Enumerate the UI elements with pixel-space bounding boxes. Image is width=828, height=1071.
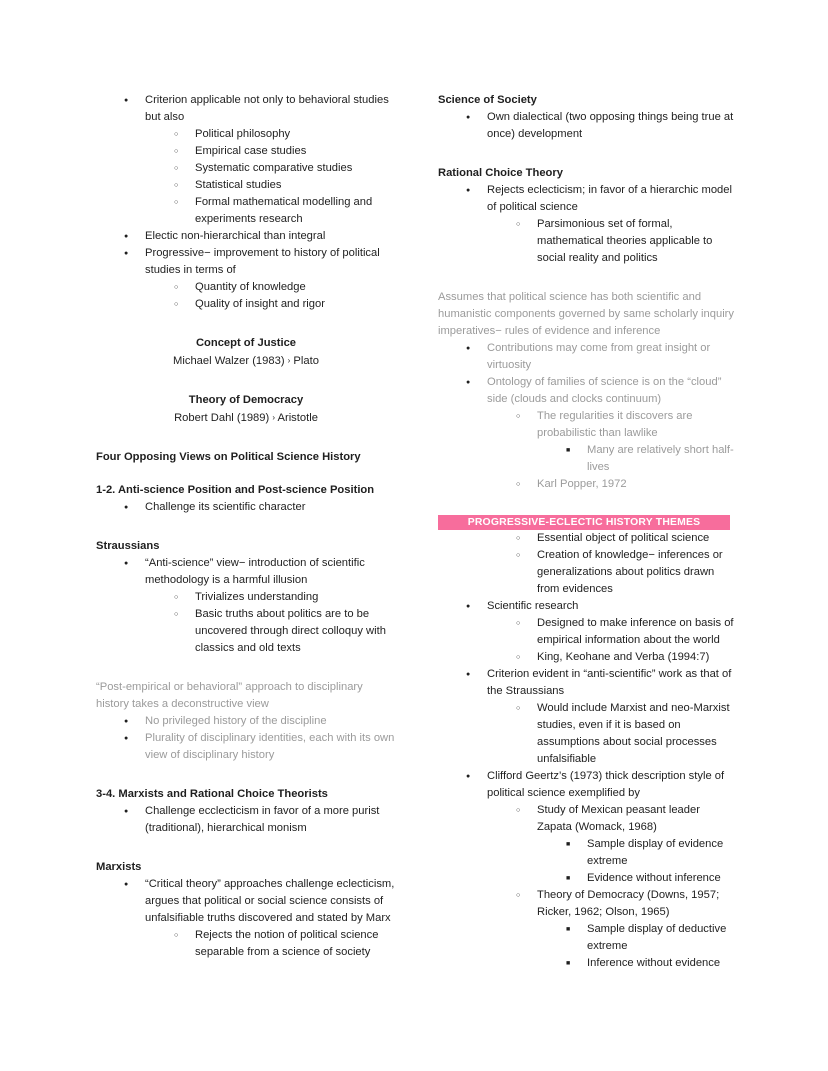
heading-straussians: Straussians — [96, 540, 160, 552]
list-item-text: Rejects the notion of political science separable from a science of society — [195, 929, 379, 958]
list-item-text: Creation of knowledge− inferences or generalizations about politics drawn from evidences — [537, 549, 723, 595]
paragraph-assumes: Assumes that political science has both scientific and humanistic components governed by same scholarly inquiry imperatives− rules of evidence and inference — [438, 291, 734, 337]
right-column — [438, 92, 734, 972]
list-item-text: Challenge ecclecticism in favor of a more purist (traditional), hierarchical monism — [145, 805, 380, 834]
list-item-text: Study of Mexican peasant leader Zapata (Womack, 1968) — [537, 804, 700, 833]
spacer — [96, 313, 396, 335]
bullet-sublist-straussians — [146, 589, 396, 657]
list-item-text: Formal mathematical modelling and experiments research — [195, 196, 373, 225]
list-item-text: Sample display of evidence extreme — [587, 838, 724, 867]
list-item-text: Parsimonious set of formal, mathematical theories applicable to social reality and politics — [537, 218, 713, 264]
list-item — [438, 768, 734, 802]
list-item — [488, 547, 734, 598]
list-item — [488, 476, 734, 493]
bullet-sublist-rct — [488, 216, 734, 267]
list-item-text: Criterion applicable not only to behavioral studies but also — [145, 94, 389, 123]
bullet-list-marxists — [96, 876, 396, 927]
square-bullet-icon — [566, 955, 578, 973]
list-item-text: Plurality of disciplinary identities, each with its own view of disciplinary history — [145, 732, 395, 761]
circle-bullet-icon — [516, 408, 528, 426]
list-item — [488, 802, 734, 836]
line-michael-walzer — [96, 352, 396, 370]
disc-bullet-icon — [466, 182, 478, 200]
bullet-list-criterion-evident — [438, 666, 734, 700]
disc-bullet-icon — [466, 374, 478, 392]
walzer-text: Michael Walzer (1983) — [173, 355, 288, 367]
bullet-list-criterion — [96, 92, 396, 126]
disc-bullet-icon — [124, 228, 136, 246]
heading-theory-of-democracy: Theory of Democracy — [188, 394, 304, 406]
disc-bullet-icon — [124, 803, 136, 821]
bullet-list-geertz — [438, 768, 734, 802]
heading-concept-of-justice: Concept of Justice — [195, 337, 297, 349]
post-empirical-block — [96, 679, 396, 764]
bullet-list-science-of-society — [438, 109, 734, 143]
spacer — [96, 466, 396, 482]
bullet-list-anti-post — [96, 499, 396, 516]
square-bullet-icon — [566, 870, 578, 888]
list-item — [146, 279, 396, 296]
list-item — [538, 921, 734, 955]
disc-bullet-icon — [466, 598, 478, 616]
circle-bullet-icon — [174, 927, 186, 945]
circle-bullet-icon — [516, 476, 528, 494]
disc-bullet-icon — [124, 555, 136, 573]
list-item-text: Designed to make inference on basis of empirical information about the world — [537, 617, 734, 646]
list-item — [438, 340, 734, 374]
list-item — [438, 182, 734, 216]
spacer — [96, 370, 396, 392]
list-item — [96, 245, 396, 279]
circle-bullet-icon — [174, 589, 186, 607]
list-item-text: Empirical case studies — [195, 145, 307, 157]
line-robert-dahl — [96, 409, 396, 427]
disc-bullet-icon — [466, 340, 478, 358]
list-item — [488, 615, 734, 649]
list-item-text: Karl Popper, 1972 — [537, 478, 627, 490]
list-item-text: Many are relatively short half-lives — [587, 444, 734, 473]
spacer — [96, 427, 396, 449]
list-item-text: Inference without evidence — [587, 957, 721, 969]
bullet-list-marxists-rct — [96, 803, 396, 837]
list-item — [438, 109, 734, 143]
list-item-text: Contributions may come from great insight or virtuosity — [487, 342, 711, 371]
list-item-text: The regularities it discovers are probabilistic than lawlike — [537, 410, 693, 439]
bullet-list-assumes — [438, 340, 734, 408]
heading-anti-post-science: 1-2. Anti-science Position and Post-science Position — [96, 484, 375, 496]
list-item-text: Quantity of knowledge — [195, 281, 306, 293]
disc-bullet-icon — [124, 92, 136, 110]
list-item — [438, 666, 734, 700]
list-item-text: Would include Marxist and neo-Marxist studies, even if it is based on assumptions about social processes unfalsifiable — [537, 702, 730, 765]
chevron-right-icon: › — [287, 356, 291, 365]
list-item-text: Ontology of families of science is on the “cloud” side (clouds and clocks continuum) — [487, 376, 722, 405]
list-item-text: Statistical studies — [195, 179, 282, 191]
bullet-sublist-themes-top — [488, 530, 734, 598]
disc-bullet-icon — [124, 499, 136, 517]
dahl-text: Robert Dahl (1989) — [174, 412, 273, 424]
list-item-text: Systematic comparative studies — [195, 162, 353, 174]
list-item — [96, 730, 396, 764]
list-item — [146, 194, 396, 228]
list-item-text: Sample display of deductive extreme — [587, 923, 727, 952]
list-item-text: “Critical theory” approaches challenge eclecticism, argues that political or social science consists of unfalsifiable truths discovered and stated by Marx — [145, 878, 395, 924]
list-item-text: Essential object of political science — [537, 532, 710, 544]
list-item-text: Scientific research — [487, 600, 579, 612]
list-item — [438, 374, 734, 408]
bullet-list-post-empirical — [96, 713, 396, 764]
circle-bullet-icon — [174, 194, 186, 212]
list-item-text: Challenge its scientific character — [145, 501, 306, 513]
list-item-text: Theory of Democracy (Downs, 1957; Ricker, 1962; Olson, 1965) — [537, 889, 720, 918]
disc-bullet-icon — [124, 245, 136, 263]
list-item-text: No privileged history of the discipline — [145, 715, 327, 727]
spacer — [438, 143, 734, 165]
bullet-sublist-marxists — [146, 927, 396, 961]
bullet-sublist-theory-of-democracy — [488, 887, 734, 921]
assumes-block — [438, 289, 734, 493]
list-item-text: Quality of insight and rigor — [195, 298, 325, 310]
list-item — [96, 499, 396, 516]
heading-marxists: Marxists — [96, 861, 142, 873]
circle-bullet-icon — [174, 143, 186, 161]
list-item — [538, 442, 734, 476]
list-item — [488, 887, 734, 921]
circle-bullet-icon — [516, 530, 528, 548]
list-item — [538, 836, 734, 870]
list-item — [538, 955, 734, 972]
bullet-sublist-zapata — [488, 802, 734, 836]
list-item-text: Criterion evident in “anti-scientific” work as that of the Straussians — [487, 668, 732, 697]
spacer — [438, 267, 734, 289]
circle-bullet-icon — [174, 606, 186, 624]
bullet-list-rct — [438, 182, 734, 216]
bullet-sublist-criterion — [146, 126, 396, 228]
bullet-sublist-progressive — [146, 279, 396, 313]
heading-rational-choice-theory: Rational Choice Theory — [438, 167, 563, 179]
list-item — [488, 216, 734, 267]
bullet-sublist-scientific-research — [488, 615, 734, 666]
list-item — [438, 598, 734, 615]
aristotle-text: Aristotle — [275, 412, 318, 424]
list-item — [146, 126, 396, 143]
list-item — [488, 649, 734, 666]
bullet-sublist-popper — [488, 476, 734, 493]
circle-bullet-icon — [516, 802, 528, 820]
spacer — [438, 493, 734, 515]
list-item — [96, 555, 396, 589]
list-item — [146, 927, 396, 961]
heading-marxists-and-rct: 3-4. Marxists and Rational Choice Theorists — [96, 788, 328, 800]
list-item-text: “Anti-science” view− introduction of scientific methodology is a harmful illusion — [145, 557, 365, 586]
circle-bullet-icon — [174, 160, 186, 178]
disc-bullet-icon — [124, 713, 136, 731]
list-item — [96, 713, 396, 730]
bullet-list-straussians — [96, 555, 396, 589]
list-item — [146, 160, 396, 177]
circle-bullet-icon — [174, 126, 186, 144]
spacer — [96, 837, 396, 859]
bullet-subsublist-zapata — [538, 836, 734, 887]
left-column — [96, 92, 396, 961]
heading-four-opposing-views: Four Opposing Views on Political Science History — [96, 451, 361, 463]
chevron-right-icon: › — [272, 413, 276, 422]
status-badge-progressive-eclectic: PROGRESSIVE-ECLECTIC HISTORY THEMES — [438, 515, 730, 530]
disc-bullet-icon — [466, 768, 478, 786]
circle-bullet-icon — [516, 547, 528, 565]
paragraph-post-empirical: “Post-empirical or behavioral” approach to disciplinary history takes a deconstructive view — [96, 681, 363, 710]
disc-bullet-icon — [124, 876, 136, 894]
bullet-list-electic — [96, 228, 396, 279]
square-bullet-icon — [566, 836, 578, 854]
list-item — [96, 228, 396, 245]
list-item — [488, 408, 734, 442]
circle-bullet-icon — [174, 296, 186, 314]
list-item — [146, 296, 396, 313]
list-item-text: Political philosophy — [195, 128, 291, 140]
circle-bullet-icon — [174, 279, 186, 297]
bullet-list-scientific-research — [438, 598, 734, 615]
heading-science-of-society: Science of Society — [438, 94, 537, 106]
list-item — [488, 700, 734, 768]
square-bullet-icon — [566, 921, 578, 939]
list-item — [96, 803, 396, 837]
list-item-text: Own dialectical (two opposing things being true at once) development — [487, 111, 734, 140]
bullet-sublist-criterion-evident — [488, 700, 734, 768]
disc-bullet-icon — [124, 730, 136, 748]
list-item-text: Evidence without inference — [587, 872, 721, 884]
circle-bullet-icon — [516, 700, 528, 718]
bullet-subsublist-assumes — [538, 442, 734, 476]
square-bullet-icon — [566, 442, 578, 460]
disc-bullet-icon — [466, 666, 478, 684]
list-item — [146, 606, 396, 657]
circle-bullet-icon — [174, 177, 186, 195]
list-item — [146, 143, 396, 160]
list-item — [538, 870, 734, 887]
spacer — [96, 516, 396, 538]
plato-text: Plato — [290, 355, 319, 367]
spacer — [96, 657, 396, 679]
list-item — [146, 177, 396, 194]
circle-bullet-icon — [516, 615, 528, 633]
circle-bullet-icon — [516, 649, 528, 667]
circle-bullet-icon — [516, 887, 528, 905]
list-item — [96, 876, 396, 927]
disc-bullet-icon — [466, 109, 478, 127]
list-item-text: Electic non-hierarchical than integral — [145, 230, 326, 242]
bullet-subsublist-theory-of-democracy — [538, 921, 734, 972]
list-item — [146, 589, 396, 606]
list-item-text: Progressive− improvement to history of political studies in terms of — [145, 247, 380, 276]
list-item-text: King, Keohane and Verba (1994:7) — [537, 651, 710, 663]
list-item-text: Trivializes understanding — [195, 591, 319, 603]
list-item — [96, 92, 396, 126]
list-item — [488, 530, 734, 547]
circle-bullet-icon — [516, 216, 528, 234]
bullet-sublist-assumes — [488, 408, 734, 442]
spacer — [96, 764, 396, 786]
list-item-text: Rejects eclecticism; in favor of a hierarchic model of political science — [487, 184, 732, 213]
list-item-text: Basic truths about politics are to be uncovered through direct colloquy with classics and old texts — [195, 608, 386, 654]
list-item-text: Clifford Geertz’s (1973) thick description style of political science exemplified by — [487, 770, 725, 799]
